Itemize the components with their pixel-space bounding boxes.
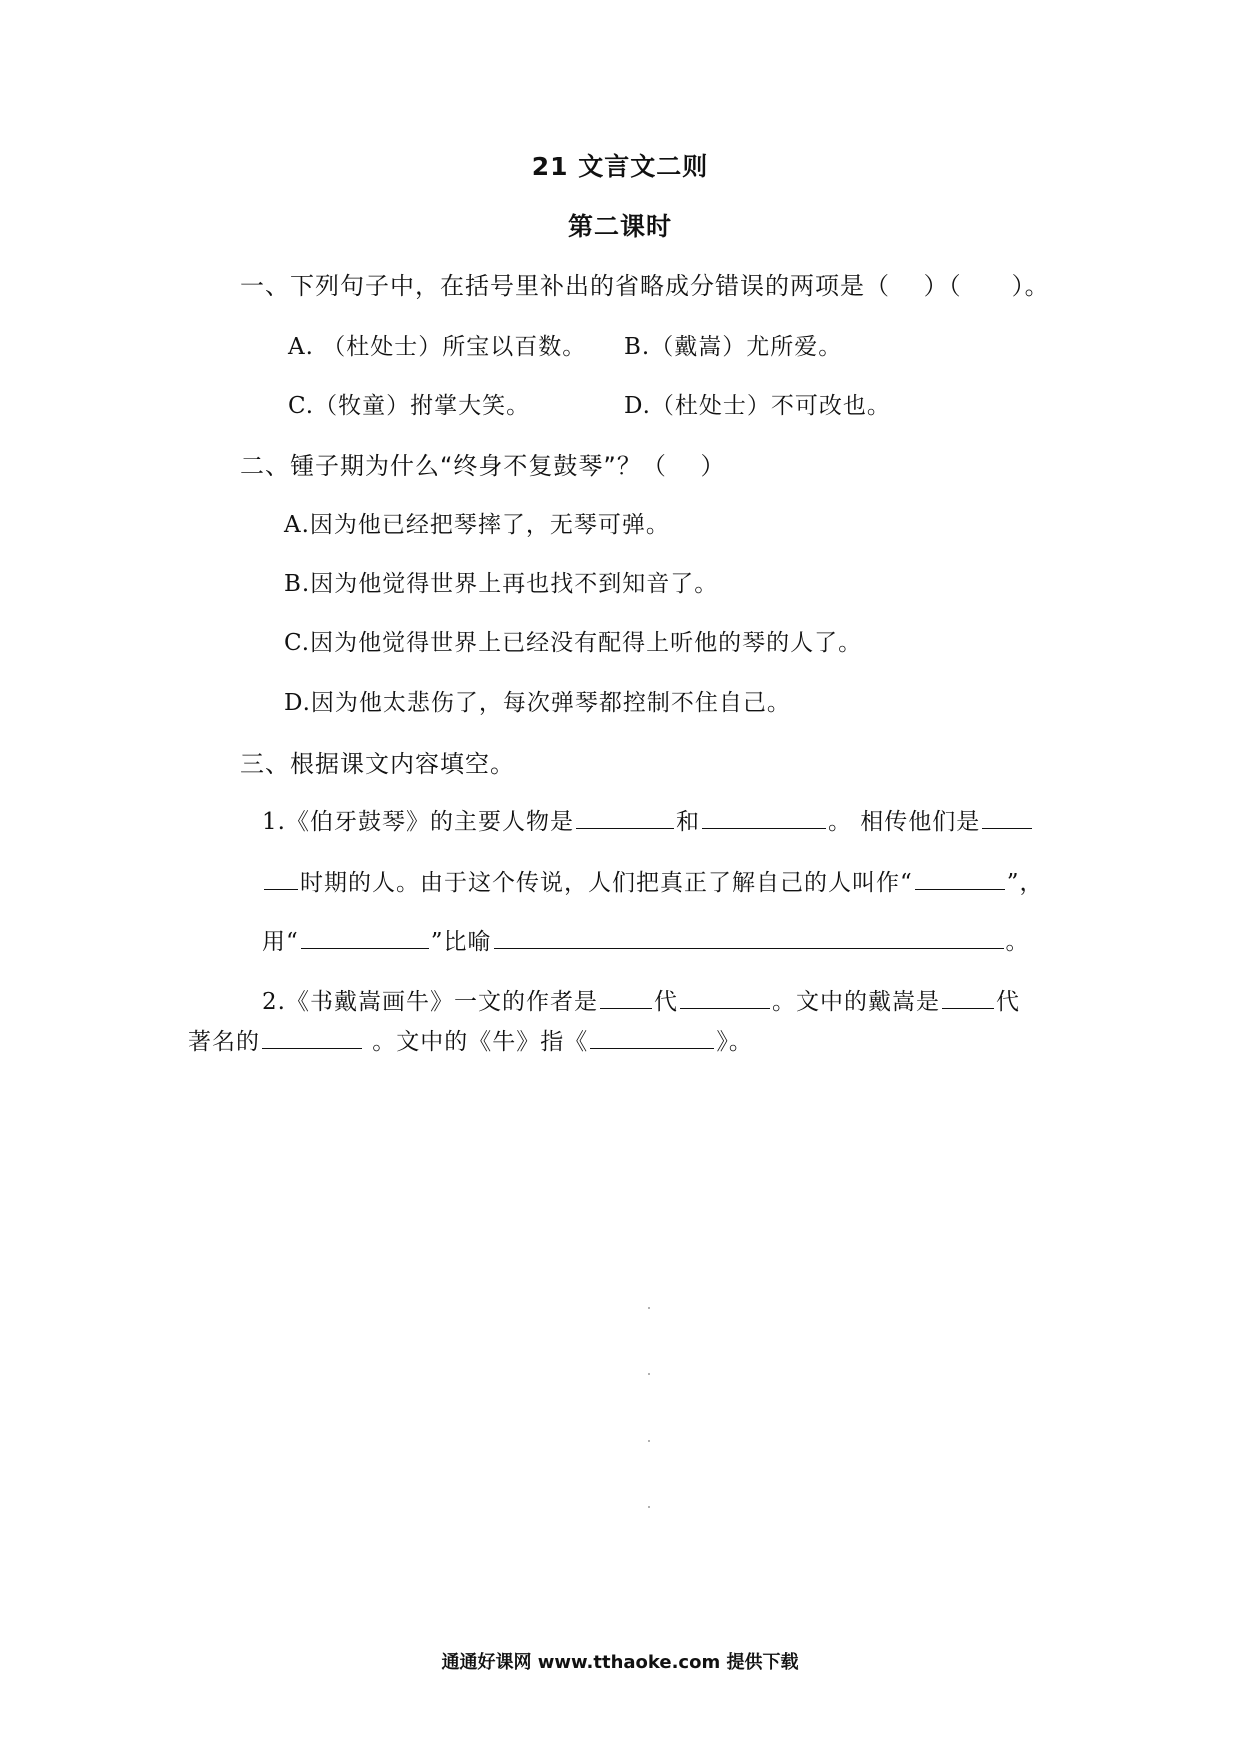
question-2-option-a: A.因为他已经把琴摔了，无琴可弹。 <box>284 512 670 538</box>
q3-item1-text-c: 。 相传他们是 <box>827 809 981 835</box>
q3-item2-text-c: 。文中的戴嵩是 <box>771 989 940 1015</box>
answer-blank[interactable] <box>702 806 826 829</box>
question-1-stem: 一、下列句子中，在括号里补出的省略成分错误的两项是（ ）（ ）。 <box>240 272 1050 300</box>
question-1-option-a: A. （杜处士）所宝以百数。 <box>288 334 587 360</box>
answer-blank[interactable] <box>600 986 652 1009</box>
scan-speck <box>648 1373 650 1375</box>
answer-blank[interactable] <box>942 986 994 1009</box>
answer-blank[interactable] <box>301 926 429 949</box>
q3-item1-text-e: ”， <box>1006 870 1044 896</box>
q3-item2-text-b: 代 <box>653 989 678 1015</box>
q3-item1-text-f: 用“ <box>262 929 299 955</box>
question-2-option-c: C.因为他觉得世界上已经没有配得上听他的琴的人了。 <box>284 630 863 656</box>
q3-item2-text-e: 著名的 <box>188 1029 260 1055</box>
q3-item1-text-g: ”比喻 <box>430 929 492 955</box>
question-2-option-d: D.因为他太悲伤了，每次弹琴都控制不住自己。 <box>284 690 791 716</box>
question-1-option-d: D.（杜处士）不可改也。 <box>624 393 891 419</box>
q3-item1-line3 <box>262 923 1030 956</box>
q3-item1-text-h: 。 <box>1005 929 1030 955</box>
answer-blank[interactable] <box>590 1026 714 1049</box>
answer-blank[interactable] <box>494 926 1004 949</box>
q3-item1-text-b: 和 <box>675 809 700 835</box>
question-1-option-c: C.（牧童）拊掌大笑。 <box>288 393 531 419</box>
answer-blank[interactable] <box>680 986 770 1009</box>
q3-item2-text-g: 》。 <box>716 1029 753 1055</box>
answer-blank[interactable] <box>576 806 674 829</box>
scan-speck <box>648 1506 650 1508</box>
question-3-stem: 三、根据课文内容填空。 <box>240 750 515 778</box>
answer-blank[interactable] <box>915 867 1005 890</box>
page-subtitle: 第二课时 <box>567 212 672 241</box>
answer-blank[interactable] <box>262 1026 362 1049</box>
q3-item2-text-a: 2.《书戴嵩画牛》一文的作者是 <box>262 989 598 1015</box>
q3-item1-text-d: 时期的人。由于这个传说，人们把真正了解自己的人叫作“ <box>300 870 913 896</box>
q3-item2-line1 <box>262 983 1020 1016</box>
q3-item1-text-a: 1.《伯牙鼓琴》的主要人物是 <box>262 809 574 835</box>
q3-item2-text-d: 代 <box>995 989 1020 1015</box>
q3-item1-line1 <box>262 803 1034 836</box>
question-1-option-b: B.（戴嵩）尤所爱。 <box>624 334 843 360</box>
answer-blank[interactable] <box>982 806 1032 829</box>
scan-speck <box>648 1440 650 1442</box>
q3-item1-line2 <box>262 864 1044 897</box>
question-2-option-b: B.因为他觉得世界上再也找不到知音了。 <box>284 571 719 597</box>
page-title: 21 文言文二则 <box>531 152 709 181</box>
question-2-stem: 二、锺子期为什么“终身不复鼓琴”？（ ） <box>240 452 726 480</box>
footer-source: 通通好课网 www.tthaoke.com 提供下载 <box>441 1652 799 1673</box>
q3-item2-text-f: 。文中的《牛》指《 <box>364 1029 589 1055</box>
q3-item2-line2 <box>188 1023 753 1056</box>
answer-blank[interactable] <box>264 867 298 890</box>
scan-speck <box>648 1307 650 1309</box>
